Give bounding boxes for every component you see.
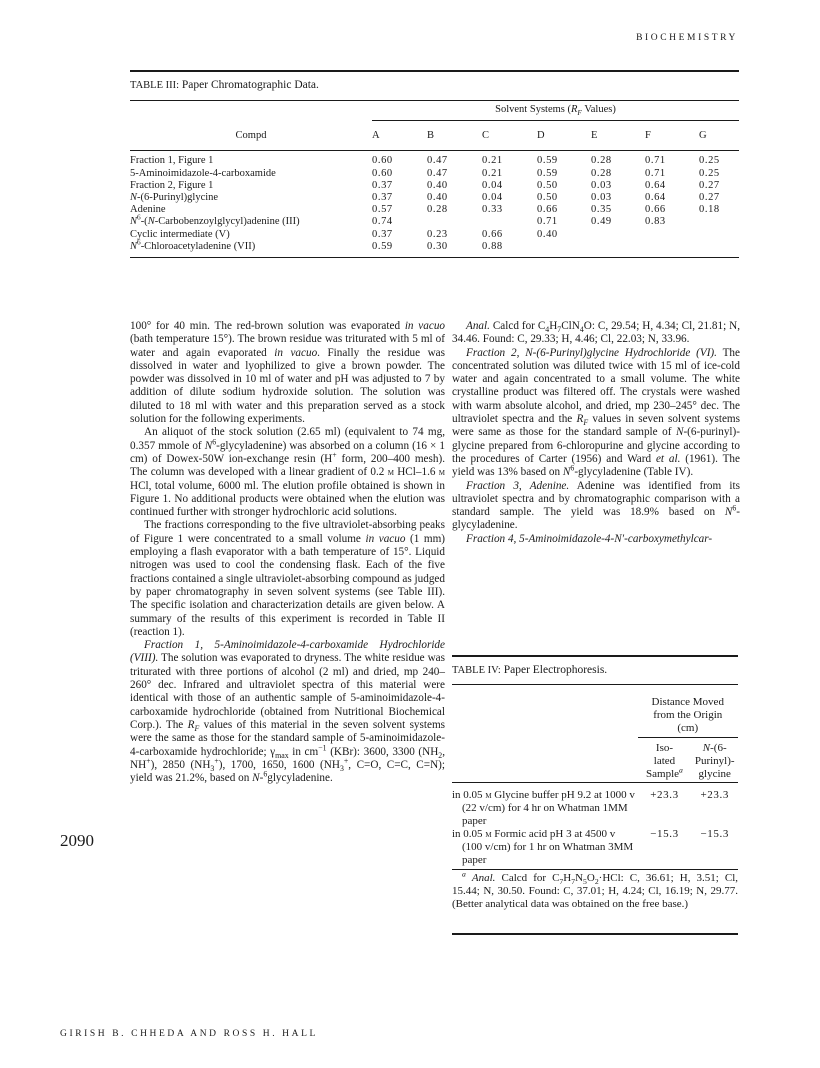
table3-col-f: F [645,121,699,151]
table3-col-e: E [591,121,645,151]
table4-isolated-value: −15.3 [638,828,692,870]
table-row [130,151,739,168]
table3-col-compd: Compd [130,121,372,151]
table3-col-d: D [537,121,591,151]
rf-value: 0.21 [482,167,503,179]
rf-value: 0.40 [427,179,448,191]
header-rule [130,70,739,72]
rf-value: 0.50 [537,179,558,191]
table4-condition: in 0.05 m Formic acid pH 3 at 4500 v (100 v/cm) for 1 hr on Whatman 3MM paper [452,828,638,870]
rf-value: 0.33 [482,204,503,216]
compound-name: $N^6-(N-Carbobenzoylglycyl)adenine$ (III) [130,212,300,228]
rf-value [537,241,591,258]
rf-value: 0.25 [699,167,720,179]
table3-body [130,151,739,258]
rf-value: 0.37 [372,228,393,240]
table3-col-b: B [427,121,482,151]
table4-purinylglycine-value: +23.3 [700,789,729,801]
left-column [130,320,445,785]
rf-value: 0.04 [482,192,503,204]
table3-col-g: G [699,121,739,151]
right-column [452,320,740,546]
rf-value: 0.40 [427,192,448,204]
rf-value [591,229,645,241]
table-row [130,216,739,228]
rf-value: 0.37 [372,179,393,191]
rf-value: 0.71 [537,216,558,228]
table3-span-header-row [130,104,739,121]
rf-value: 0.23 [427,228,448,240]
table4-condition: in 0.05 m Glycine buffer pH 9.2 at 1000 v (22 v/cm) for 4 hr on Whatman 1MM paper [452,789,635,827]
rf-value: 0.49 [591,216,612,228]
rf-value: 0.27 [699,192,720,204]
table4-top-rule [452,684,738,685]
rf-value: 0.47 [427,167,448,179]
rf-value [645,241,699,258]
rf-value: 0.59 [537,167,558,179]
rf-value: 0.64 [645,192,666,204]
compound-name: Cyclic intermediate (V) [130,228,230,240]
rf-value: 0.66 [645,204,666,216]
rf-value: 0.74 [372,216,393,228]
fraction2-paragraph: Fraction 2, N-(6-Purinyl)glycine Hydrochloride (VI). The concentrated solution was diluted twice with 15 ml of ice-cold water and again concentrated to a small volume. The white crystalline product was filtered off. The crystals were washed with warm absolute alcohol, and dried, mp 230–245° dec. The ultraviolet spectra and the $R_F$ values in seven solvent systems were same as those for the standard sample of N-(6-purinyl)-glycine prepared from 6-chloropurine and glycine according to the procedures of Carter (1956) and Ward et al. (1961). The yield was 13% based on $N^6$-glycyladenine (Table IV). [452,346,740,479]
rf-value [591,241,645,258]
paragraph-4: Fraction 1, 5-Aminoimidazole-4-carboxamide Hydrochloride (VIII). The solution was evaporated to dryness. The white residue was triturated with three portions of alcohol (2 ml) and dried, mp 240–260° dec. Infrared and ultraviolet spectra of this material were identical with those of an authentic sample of 5-aminoimidazole-4-carboxamide hydrochloride (obtained from Nutritional Biochemical Corp.). The $R_F$ values of this material in the seven solvent systems were the same as those for the standard sample of 5-aminoimidazole-4-carboxamide hydrochloride; $\gamma_{max}$ in $cm^{-1}$ (KBr): 3600, 3300 ($NH_2$, NH+), 2850 $(NH_3^+)$, 1700, 1650, 1600 ($NH_3^+$, C=O, C=C, C=N); yield was 21.2%, based on N-$^6$glycyladenine. [130,639,446,785]
table3-label: TABLE III: [130,80,180,91]
rf-value: 0.47 [427,155,448,167]
rf-value: 0.28 [427,204,448,216]
table3-span-heading: Solvent Systems ($R_F$ Values) [372,104,739,121]
table3-title: Paper Chromatographic Data. [181,79,319,91]
rf-value: 0.88 [482,241,537,258]
table-row [130,168,739,180]
table3 [130,104,739,258]
table4-isolated-value: +23.3 [650,789,679,801]
compound-name: Fraction 1, Figure 1 [130,155,214,167]
table-row [452,828,738,870]
rf-value: 0.71 [645,155,666,167]
author-footer: GIRISH B. CHHEDA AND ROSS H. HALL [60,1029,318,1039]
paragraph-1: 100° for 40 min. The red-brown solution was evaporated in vacuo (bath temperature 15°). The brown residue was triturated with 5 ml of water and again evaporated in vacuo. Finally the residue was dissolved in water and lyophilized to give a brown powder. The powder was dissolved in 10 ml of water and pH was adjusted to 7 by addition of dilute sodium hydroxide solution. The solution was diluted to 18 ml with water and this preparation served as a stock solution for the following experiments. [130,320,446,426]
rf-value: 0.18 [699,204,720,216]
running-head: BIOCHEMISTRY [636,33,738,43]
rf-value: 0.03 [591,179,612,191]
rf-value: 0.60 [372,155,393,167]
rf-value: 0.57 [372,204,393,216]
paragraph-2: An aliquot of the stock solution (2.65 ml) (equivalent to 74 mg, 0.357 mmole of $N^6-glycyladenine$) was absorbed on a column (16 × 1 cm) of Dowex-50W ion-exchange resin (H+ form, 200–400 mesh). The column was developed with a linear gradient of 0.2 m HCl–1.6 m HCl, total volume, 6000 ml. The elution profile obtained is shown in Figure 1. No additional products were obtained when the elution was continued further with stronger hydrochloric acid solutions. [130,426,445,519]
table3-col-c: C [482,121,537,151]
rf-value: 0.66 [537,204,558,216]
table4-col-isolated: Iso- lated Sample$^a$ [638,738,692,783]
table4-column-header-row [452,738,738,783]
compound-name: Fraction 2, Figure 1 [130,179,214,191]
compound-name: 5-Aminoimidazole-4-carboxamide [130,167,276,179]
rf-value [699,241,739,258]
table4-footnote: $^a$ Anal. Calcd for $C_7H_7N_5O_2\cdot HCl$: C, 36.61; H, 3.51; Cl, 15.44; N, 30.50. Found: C, 37.01; H, 4.24; Cl, 16.19; N, 29.77. (Better analytical data was obtained on the free base.) [452,869,739,910]
rf-value: 0.30 [427,241,482,258]
fraction4-heading: Fraction 4, 5-Aminoimidazole-4-N′-carboxymethylcar- [466,532,713,545]
table-row [130,229,739,241]
table3-column-header-row [130,121,739,151]
rf-value: 0.71 [645,167,666,179]
rf-value: 0.59 [372,241,427,258]
rf-value: 0.03 [591,192,612,204]
rf-value: 0.60 [372,167,393,179]
rf-value: 0.35 [591,204,612,216]
rf-value [699,216,739,228]
table4-purinylglycine-value: −15.3 [691,828,738,870]
rf-value [699,229,739,241]
table3-top-rule [130,100,739,101]
rf-value [427,216,482,228]
table4 [452,690,738,870]
table-row [130,241,739,258]
rf-value: 0.04 [482,179,503,191]
rf-value: 0.37 [372,192,393,204]
anal-paragraph: Anal. Calcd for $C_4H_7ClN_4O$: C, 29.54; H, 4.34; Cl, 21.81; N, 34.46. Found: C, 29.33; H, 4.46; Cl, 22.03; N, 33.96. [452,320,740,346]
table4-label: TABLE IV: [452,665,501,676]
table-row [452,783,738,829]
rf-value [482,216,537,228]
rf-value: 0.66 [482,228,503,240]
rf-value: 0.59 [537,155,558,167]
table-row [130,180,739,192]
rf-value: 0.27 [699,179,720,191]
page-number: 2090 [60,831,94,850]
fraction3-paragraph: Fraction 3, Adenine. Adenine was identified from its ultraviolet spectra and by chromatographic comparison with a standard sample. The yield was 18.9% based on $N^6$-glycyladenine. [452,479,740,532]
table4-span-heading: Distance Moved from the Origin (cm) [638,690,738,738]
paragraph-3: The fractions corresponding to the five ultraviolet-absorbing peaks of Figure 1 were concentrated to a small volume in vacuo (1 mm) employing a flash evaporator with a bath temperature of 15°. Liquid nitrogen was used to cool the condensing flask. Each of the five fractions contained a single ultraviolet-absorbing compound as judged by paper chromatography in seven solvent systems (see Table III). The specific isolation and characterization details are given below. A summary of the results of this experiment is recorded in Table II (reaction 1). [130,519,446,638]
table3-col-a: A [372,121,427,151]
table-row [130,204,739,216]
table4-col-purinylglycine: N-(6- Purinyl)- glycine [691,738,738,783]
table4-title: Paper Electrophoresis. [503,664,608,676]
rf-value: 0.40 [537,228,558,240]
table4-caption [452,664,607,676]
compound-name: Adenine [130,204,166,216]
rf-value: 0.28 [591,155,612,167]
rf-value: 0.83 [645,216,666,228]
rf-value: 0.21 [482,155,503,167]
table4-bottom-rule [452,933,738,935]
table4-span-header-row [452,690,738,738]
rf-value: 0.50 [537,192,558,204]
rf-value [645,229,699,241]
compound-name: N-(6-Purinyl)glycine [130,192,219,204]
table-row [130,192,739,204]
compound-name: $N^6$-Chloroacetyladenine (VII) [130,241,372,258]
rf-value: 0.64 [645,179,666,191]
rf-value: 0.28 [591,167,612,179]
table3-caption [130,79,319,91]
rf-value: 0.25 [699,155,720,167]
table4-top-thick-rule [452,655,738,657]
